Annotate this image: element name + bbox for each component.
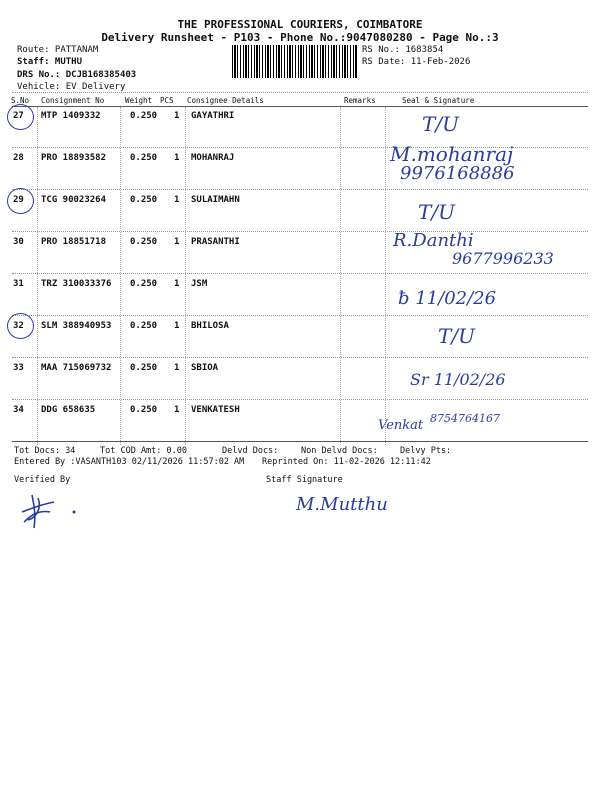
- row-weight: 0.250: [130, 363, 158, 373]
- row-phone: 8754764167: [430, 412, 500, 425]
- row-sno: 31: [13, 279, 24, 289]
- col-divider: [385, 107, 386, 445]
- row-divider: [12, 357, 588, 358]
- row-weight: 0.250: [130, 153, 158, 163]
- row-consignee: SBIOA: [191, 363, 219, 373]
- row-sno: 27: [13, 111, 24, 121]
- row-divider: [12, 231, 588, 232]
- total-cod: Tot COD Amt: 0.00: [100, 446, 187, 456]
- row-consignee: MOHANRAJ: [191, 153, 235, 163]
- row-consignee: SULAIMAHN: [191, 195, 240, 205]
- row-sno: 34: [13, 405, 24, 415]
- row-pcs: 1: [174, 195, 180, 205]
- vehicle-label: Vehicle: EV Delivery: [17, 82, 126, 92]
- col-divider: [185, 107, 186, 445]
- col-divider: [340, 107, 341, 445]
- row-sno: 33: [13, 363, 24, 373]
- col-consignment: Consignment No: [41, 96, 105, 105]
- staff-signature-label: Staff Signature: [266, 475, 343, 485]
- row-weight: 0.250: [130, 405, 158, 415]
- runsheet-title: Delivery Runsheet - P103 - Phone No.:9047080280 - Page No.:3: [101, 31, 499, 44]
- non-delivered-docs: Non Delvd Docs:: [301, 446, 378, 456]
- delivery-points: Delvy Pts:: [400, 446, 452, 456]
- row-consignee: PRASANTHI: [191, 237, 240, 247]
- row-pcs: 1: [174, 363, 180, 373]
- row-divider: [12, 399, 588, 400]
- row-consignment: TRZ 310033376: [41, 279, 112, 289]
- col-remarks: Remarks: [344, 96, 376, 105]
- verified-by-label: Verified By: [14, 475, 71, 485]
- row-consignment: MAA 715069732: [41, 363, 112, 373]
- row-sno: 29: [13, 195, 24, 205]
- row-pcs: 1: [174, 321, 180, 331]
- col-weight: Weight: [125, 96, 153, 105]
- row-signature: ƀ 11/02/26: [398, 288, 497, 309]
- row-pcs: 1: [174, 237, 180, 247]
- reprinted-on: Reprinted On: 11-02-2026 12:11:42: [262, 457, 431, 467]
- row-divider: [12, 315, 588, 316]
- row-signature: T/U: [422, 112, 459, 136]
- col-divider: [120, 107, 121, 445]
- verifier-signature: [18, 490, 88, 535]
- row-pcs: 1: [174, 153, 180, 163]
- rs-date: RS Date: 11-Feb-2026: [362, 57, 471, 67]
- row-weight: 0.250: [130, 237, 158, 247]
- row-consignee: VENKATESH: [191, 405, 240, 415]
- row-consignee: JSM: [191, 279, 208, 289]
- row-phone: 9976168886: [400, 163, 515, 184]
- row-pcs: 1: [174, 111, 180, 121]
- col-signature: Seal & Signature: [402, 96, 475, 105]
- drs-label: DRS No.: DCJB168385403: [17, 70, 137, 80]
- row-signature: R.Danthi: [393, 230, 474, 251]
- row-weight: 0.250: [130, 279, 158, 289]
- row-consignment: MTP 1409332: [41, 111, 101, 121]
- row-sno: 32: [13, 321, 24, 331]
- row-consignee: GAYATHRI: [191, 111, 235, 121]
- row-consignment: PRO 18851718: [41, 237, 107, 247]
- total-docs: Tot Docs: 34: [14, 446, 76, 456]
- route-label: Route: PATTANAM: [17, 45, 99, 55]
- col-divider: [37, 107, 38, 445]
- header-bottom-rule: [12, 106, 588, 107]
- row-consignment: DDG 658635: [41, 405, 96, 415]
- row-pcs: 1: [174, 279, 180, 289]
- row-pcs: 1: [174, 405, 180, 415]
- row-weight: 0.250: [130, 111, 158, 121]
- row-divider: [12, 189, 588, 190]
- rs-number: RS No.: 1683854: [362, 45, 444, 55]
- row-sno: 28: [13, 153, 24, 163]
- staff-signature: M.Mutthu: [296, 494, 388, 515]
- row-signature: Sr 11/02/26: [410, 370, 506, 389]
- staff-label: Staff: MUTHU: [17, 57, 83, 67]
- row-signature: M.mohanraj: [390, 142, 514, 166]
- table-bottom-rule: [12, 441, 588, 442]
- header-top-rule: [12, 92, 588, 93]
- row-weight: 0.250: [130, 195, 158, 205]
- row-weight: 0.250: [130, 321, 158, 331]
- row-signature: T/U: [438, 324, 475, 348]
- row-signature: Venkat: [378, 418, 424, 433]
- row-consignee: BHILOSA: [191, 321, 229, 331]
- row-signature: T/U: [418, 200, 455, 224]
- row-consignment: TCG 90023264: [41, 195, 107, 205]
- row-phone: 9677996233: [452, 249, 554, 268]
- company-title: THE PROFESSIONAL COURIERS, COIMBATORE: [177, 18, 423, 31]
- entered-by: Entered By :VASANTH103 02/11/2026 11:57:02 AM: [14, 457, 245, 467]
- col-pcs: PCS: [160, 96, 174, 105]
- row-consignment: PRO 18893582: [41, 153, 107, 163]
- row-consignment: SLM 388940953: [41, 321, 112, 331]
- row-sno: 30: [13, 237, 24, 247]
- row-divider: [12, 273, 588, 274]
- delivered-docs: Delvd Docs:: [222, 446, 279, 456]
- col-sno: S.No: [11, 96, 30, 105]
- col-consignee: Consignee Details: [187, 96, 264, 105]
- barcode: [232, 45, 358, 78]
